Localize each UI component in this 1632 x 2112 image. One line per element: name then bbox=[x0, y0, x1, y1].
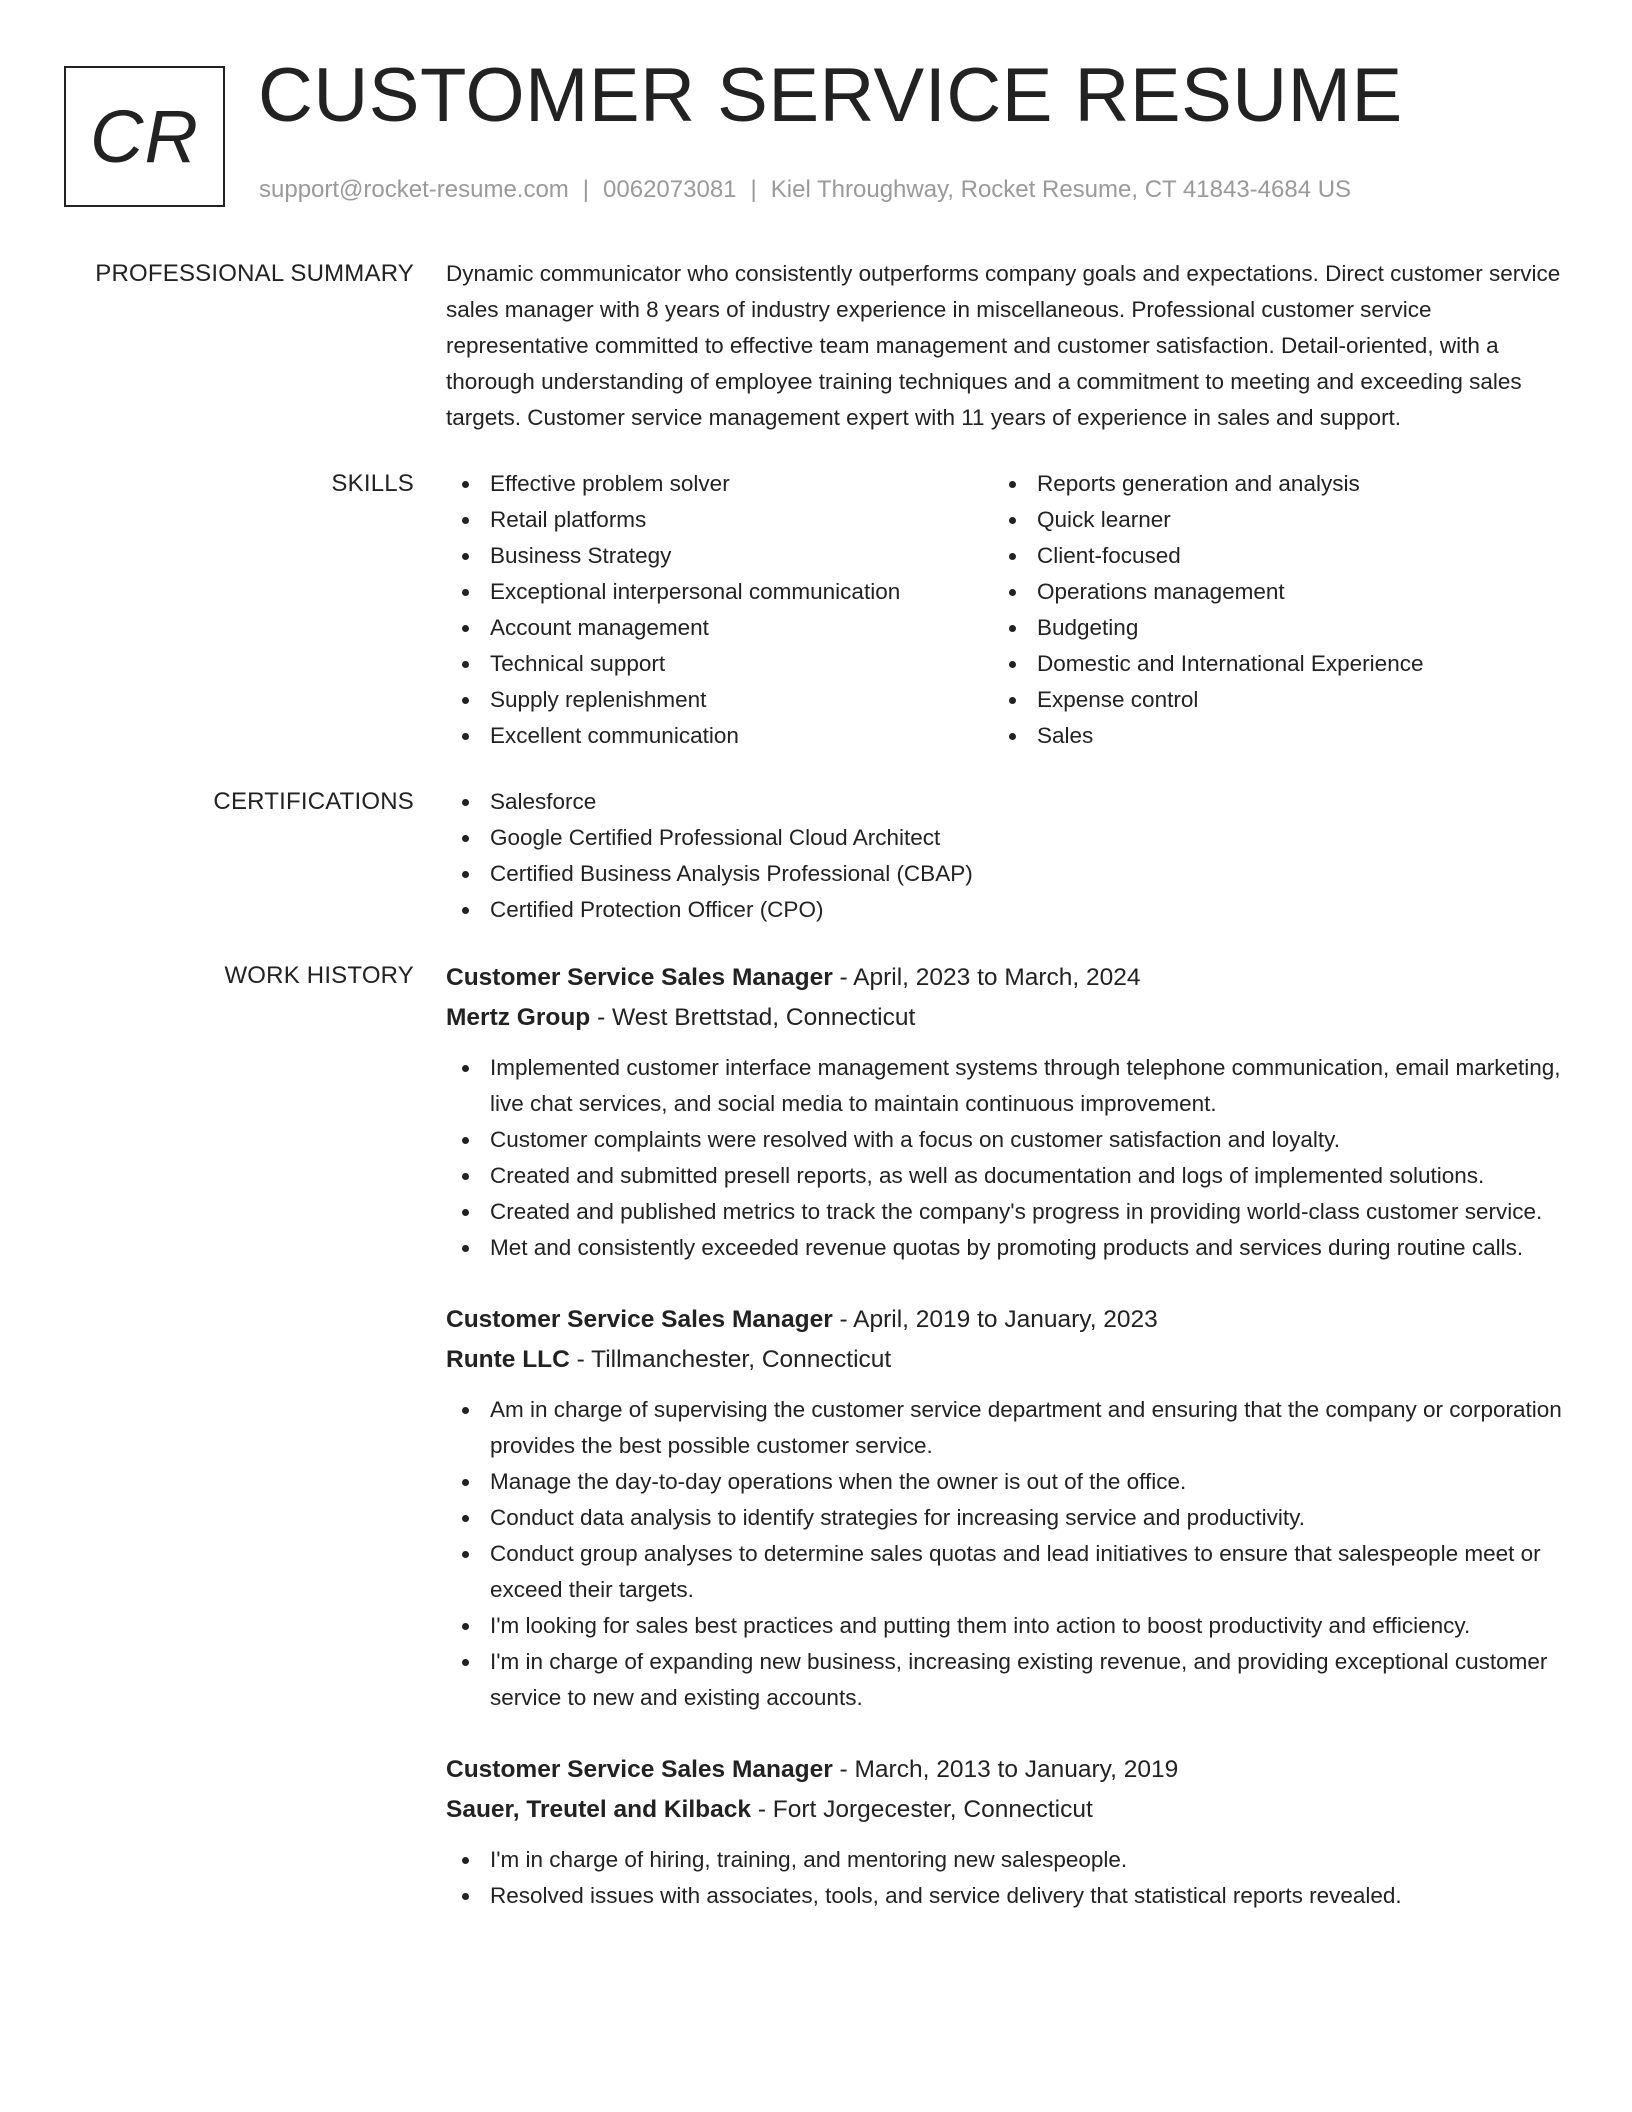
job-entry bbox=[446, 1300, 1564, 1716]
section-label: CERTIFICATIONS bbox=[213, 788, 414, 815]
section-body bbox=[446, 256, 1564, 436]
certification-item: Certified Protection Officer (CPO) bbox=[446, 892, 1564, 928]
section-label: SKILLS bbox=[331, 470, 414, 497]
job-company: Runte LLC bbox=[446, 1346, 570, 1373]
job-bullet: I'm looking for sales best practices and putting them into action to boost productivity and efficiency. bbox=[446, 1608, 1564, 1644]
job-company: Mertz Group bbox=[446, 1004, 591, 1031]
section-body bbox=[446, 958, 1564, 1914]
job-title: Customer Service Sales Manager bbox=[446, 1756, 833, 1783]
job-bullet: I'm in charge of hiring, training, and mentoring new salespeople. bbox=[446, 1842, 1564, 1878]
summary-text: Dynamic communicator who consistently outperforms company goals and expectations. Direct customer service sales manager with 8 years of industry experience in miscellaneous. Professional customer service representative committed to effective team management and customer satisfaction. Detail-oriented, with a thorough understanding of employee training techniques and a commitment to meeting and exceeding sales targets. Customer service management expert with 11 years of experience in sales and support. bbox=[446, 261, 1561, 430]
job-location: - Tillmanchester, Connecticut bbox=[569, 1346, 892, 1373]
skill-item: Retail platforms bbox=[446, 502, 993, 538]
job-bullet: I'm in charge of expanding new business, increasing existing revenue, and providing exceptional customer service to new and existing accounts. bbox=[446, 1644, 1564, 1716]
section-skills bbox=[0, 466, 1632, 754]
section-certifications bbox=[0, 784, 1632, 928]
skill-item: Operations management bbox=[993, 574, 1540, 610]
skill-item: Quick learner bbox=[993, 502, 1540, 538]
job-bullet: Am in charge of supervising the customer service department and ensuring that the company or corporation provides the best possible customer service. bbox=[446, 1392, 1564, 1464]
job-company-line bbox=[446, 1340, 1564, 1380]
resume-sections bbox=[0, 256, 1632, 1944]
monogram-initials: CR bbox=[90, 95, 199, 178]
monogram-badge bbox=[64, 66, 225, 207]
section-body bbox=[446, 784, 1564, 928]
job-bullets bbox=[446, 1842, 1564, 1914]
job-title-line bbox=[446, 1750, 1564, 1790]
skill-item: Reports generation and analysis bbox=[993, 466, 1540, 502]
job-title: Customer Service Sales Manager bbox=[446, 964, 833, 991]
skill-item: Effective problem solver bbox=[446, 466, 993, 502]
job-bullet: Conduct data analysis to identify strategies for increasing service and productivity. bbox=[446, 1500, 1564, 1536]
certification-item: Certified Business Analysis Professional (CBAP) bbox=[446, 856, 1564, 892]
job-entry bbox=[446, 958, 1564, 1266]
section-work-history bbox=[0, 958, 1632, 1914]
certifications-list bbox=[446, 784, 1564, 928]
job-bullet: Manage the day-to-day operations when the owner is out of the office. bbox=[446, 1464, 1564, 1500]
skill-item: Business Strategy bbox=[446, 538, 993, 574]
contact-address: Kiel Throughway, Rocket Resume, CT 41843-4684 US bbox=[770, 176, 1352, 203]
job-company-line bbox=[446, 998, 1564, 1038]
skill-item: Account management bbox=[446, 610, 993, 646]
contact-separator: | bbox=[750, 176, 757, 203]
skills-list-left bbox=[446, 466, 993, 754]
job-bullets bbox=[446, 1392, 1564, 1716]
job-title: Customer Service Sales Manager bbox=[446, 1306, 833, 1333]
skills-list-right bbox=[993, 466, 1540, 754]
job-bullet: Created and published metrics to track the company's progress in providing world-class customer service. bbox=[446, 1194, 1564, 1230]
skills-grid bbox=[446, 466, 1564, 754]
job-bullet: Implemented customer interface management systems through telephone communication, email marketing, live chat services, and social media to maintain continuous improvement. bbox=[446, 1050, 1564, 1122]
job-bullet: Conduct group analyses to determine sales quotas and lead initiatives to ensure that salespeople meet or exceed their targets. bbox=[446, 1536, 1564, 1608]
skill-item: Supply replenishment bbox=[446, 682, 993, 718]
job-title-line bbox=[446, 958, 1564, 998]
section-professional-summary bbox=[0, 256, 1632, 436]
job-location: - Fort Jorgecester, Connecticut bbox=[751, 1796, 1093, 1823]
section-body bbox=[446, 466, 1564, 754]
contact-email: support@rocket-resume.com bbox=[259, 176, 569, 203]
job-title-line bbox=[446, 1300, 1564, 1340]
skill-item: Technical support bbox=[446, 646, 993, 682]
section-label: WORK HISTORY bbox=[224, 962, 414, 989]
contact-phone: 0062073081 bbox=[603, 176, 737, 203]
certification-item: Google Certified Professional Cloud Architect bbox=[446, 820, 1564, 856]
job-bullet: Customer complaints were resolved with a focus on customer satisfaction and loyalty. bbox=[446, 1122, 1564, 1158]
job-bullets bbox=[446, 1050, 1564, 1266]
skill-item: Excellent communication bbox=[446, 718, 993, 754]
job-bullet: Met and consistently exceeded revenue quotas by promoting products and services during routine calls. bbox=[446, 1230, 1564, 1266]
contact-separator: | bbox=[582, 176, 590, 203]
job-bullet: Resolved issues with associates, tools, and service delivery that statistical reports revealed. bbox=[446, 1878, 1564, 1914]
resume-title: CUSTOMER SERVICE RESUME bbox=[258, 53, 1403, 138]
section-label: PROFESSIONAL SUMMARY bbox=[95, 260, 414, 287]
skill-item: Domestic and International Experience bbox=[993, 646, 1540, 682]
skill-item: Expense control bbox=[993, 682, 1540, 718]
job-dates: - March, 2013 to January, 2019 bbox=[832, 1756, 1179, 1783]
job-dates: - April, 2023 to March, 2024 bbox=[832, 964, 1141, 991]
skill-item: Client-focused bbox=[993, 538, 1540, 574]
job-entry bbox=[446, 1750, 1564, 1914]
contact-line bbox=[259, 176, 1351, 205]
certification-item: Salesforce bbox=[446, 784, 1564, 820]
skill-item: Exceptional interpersonal communication bbox=[446, 574, 993, 610]
job-bullet: Created and submitted presell reports, as well as documentation and logs of implemented solutions. bbox=[446, 1158, 1564, 1194]
job-dates: - April, 2019 to January, 2023 bbox=[832, 1306, 1158, 1333]
skill-item: Budgeting bbox=[993, 610, 1540, 646]
skill-item: Sales bbox=[993, 718, 1540, 754]
job-company: Sauer, Treutel and Kilback bbox=[446, 1796, 752, 1823]
job-company-line bbox=[446, 1790, 1564, 1830]
job-location: - West Brettstad, Connecticut bbox=[590, 1004, 916, 1031]
